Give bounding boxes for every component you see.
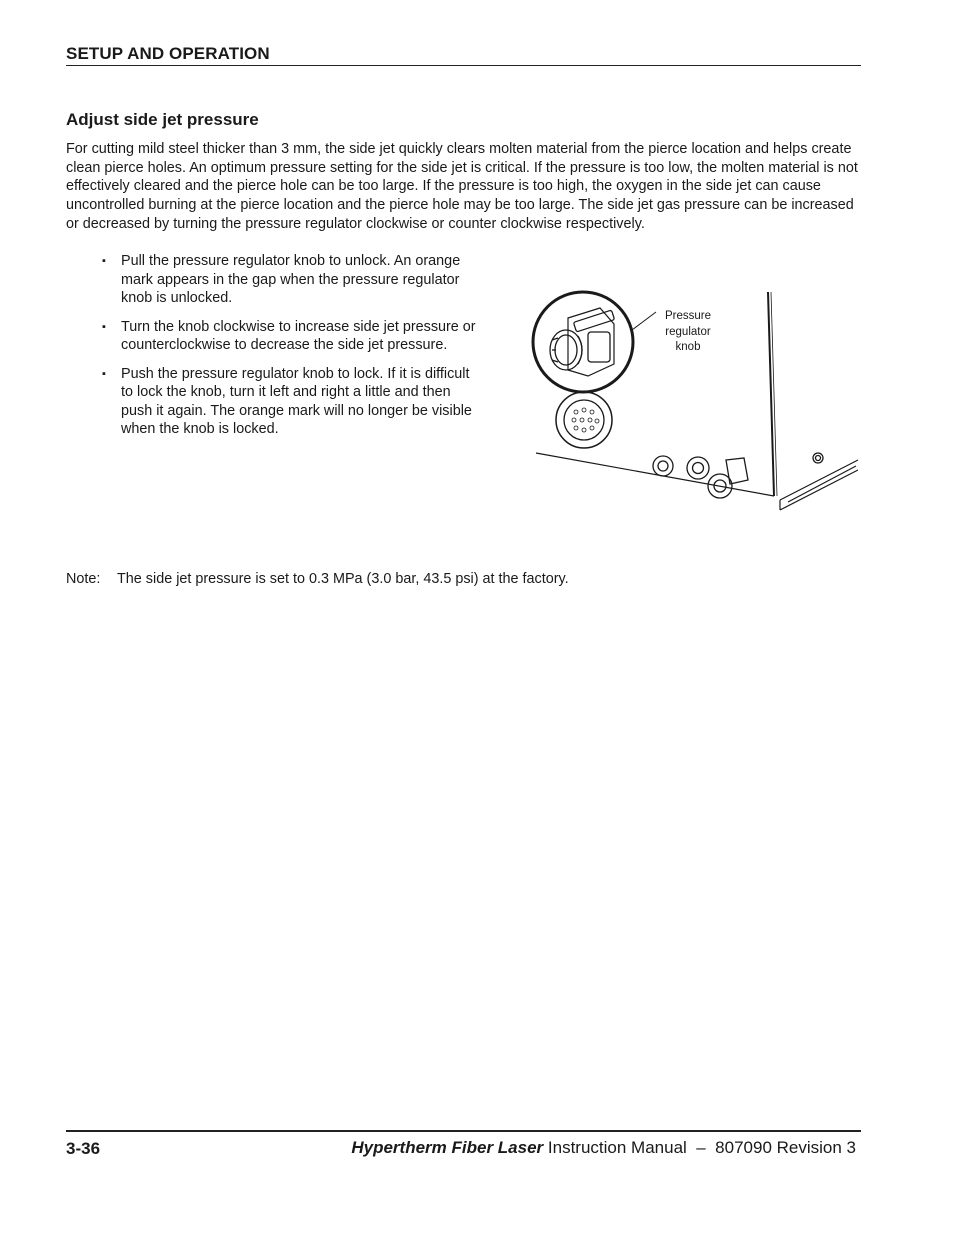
note-text: The side jet pressure is set to 0.3 MPa (3.0 bar, 43.5 psi) at the factory. [117, 571, 569, 587]
footer-divider [66, 1130, 861, 1132]
bullet-icon: ▪ [102, 367, 106, 380]
list-item [96, 318, 481, 355]
list-item-text: Push the pressure regulator knob to lock. If it is difficult to lock the knob, turn it left and right a little and then push it again. The orange mark will no longer be visible when the knob is locked. [121, 365, 472, 437]
list-item [96, 252, 481, 308]
bullet-icon: ▪ [102, 320, 106, 333]
fitting-2 [687, 457, 709, 479]
list-item-text: Pull the pressure regulator knob to unlock. An orange mark appears in the gap when the pressure regulator knob is unlocked. [121, 253, 461, 306]
footer-doc-number: 807090 Revision 3 [715, 1138, 856, 1157]
magnifier-circle [533, 292, 633, 392]
header-divider [66, 65, 861, 66]
note [66, 571, 569, 587]
page-number: 3-36 [66, 1139, 101, 1158]
footer-doc-info [351, 1138, 856, 1158]
intro-paragraph: For cutting mild steel thicker than 3 mm, the side jet quickly clears molten material from the pierce location and helps create clean pierce holes. An optimum pressure setting for the side jet is critical. If the pressure is too low, the molten material is not effectively cleared and the pierce hole can be too large. If the pressure is too high, the oxygen in the side jet can cause uncontrolled burning at the pierce location and the pierce hole may be too large. The side jet gas pressure can be increased or decreased by turning the pressure regulator clockwise or counter clockwise respectively. [66, 141, 858, 232]
bullet-icon: ▪ [102, 255, 106, 267]
fitting-1 [653, 456, 673, 476]
list-item [96, 365, 481, 439]
instruction-list [96, 252, 481, 449]
figure-label-line: Pressure [664, 310, 712, 322]
note-label: Note: [66, 571, 101, 587]
footer-separator: – [696, 1138, 706, 1157]
figure-label-line: knob [675, 341, 701, 353]
list-item-text: Turn the knob clockwise to increase side jet pressure or counterclockwise to decrease the side jet pressure. [121, 318, 476, 353]
footer-doc-title: Instruction Manual [547, 1138, 687, 1157]
figure-label [650, 309, 726, 356]
page-title: Adjust side jet pressure [66, 110, 259, 129]
section-header: SETUP AND OPERATION [66, 44, 270, 63]
figure-label-line: regulator [665, 325, 711, 338]
footer-brand: Hypertherm Fiber Laser [351, 1138, 544, 1157]
